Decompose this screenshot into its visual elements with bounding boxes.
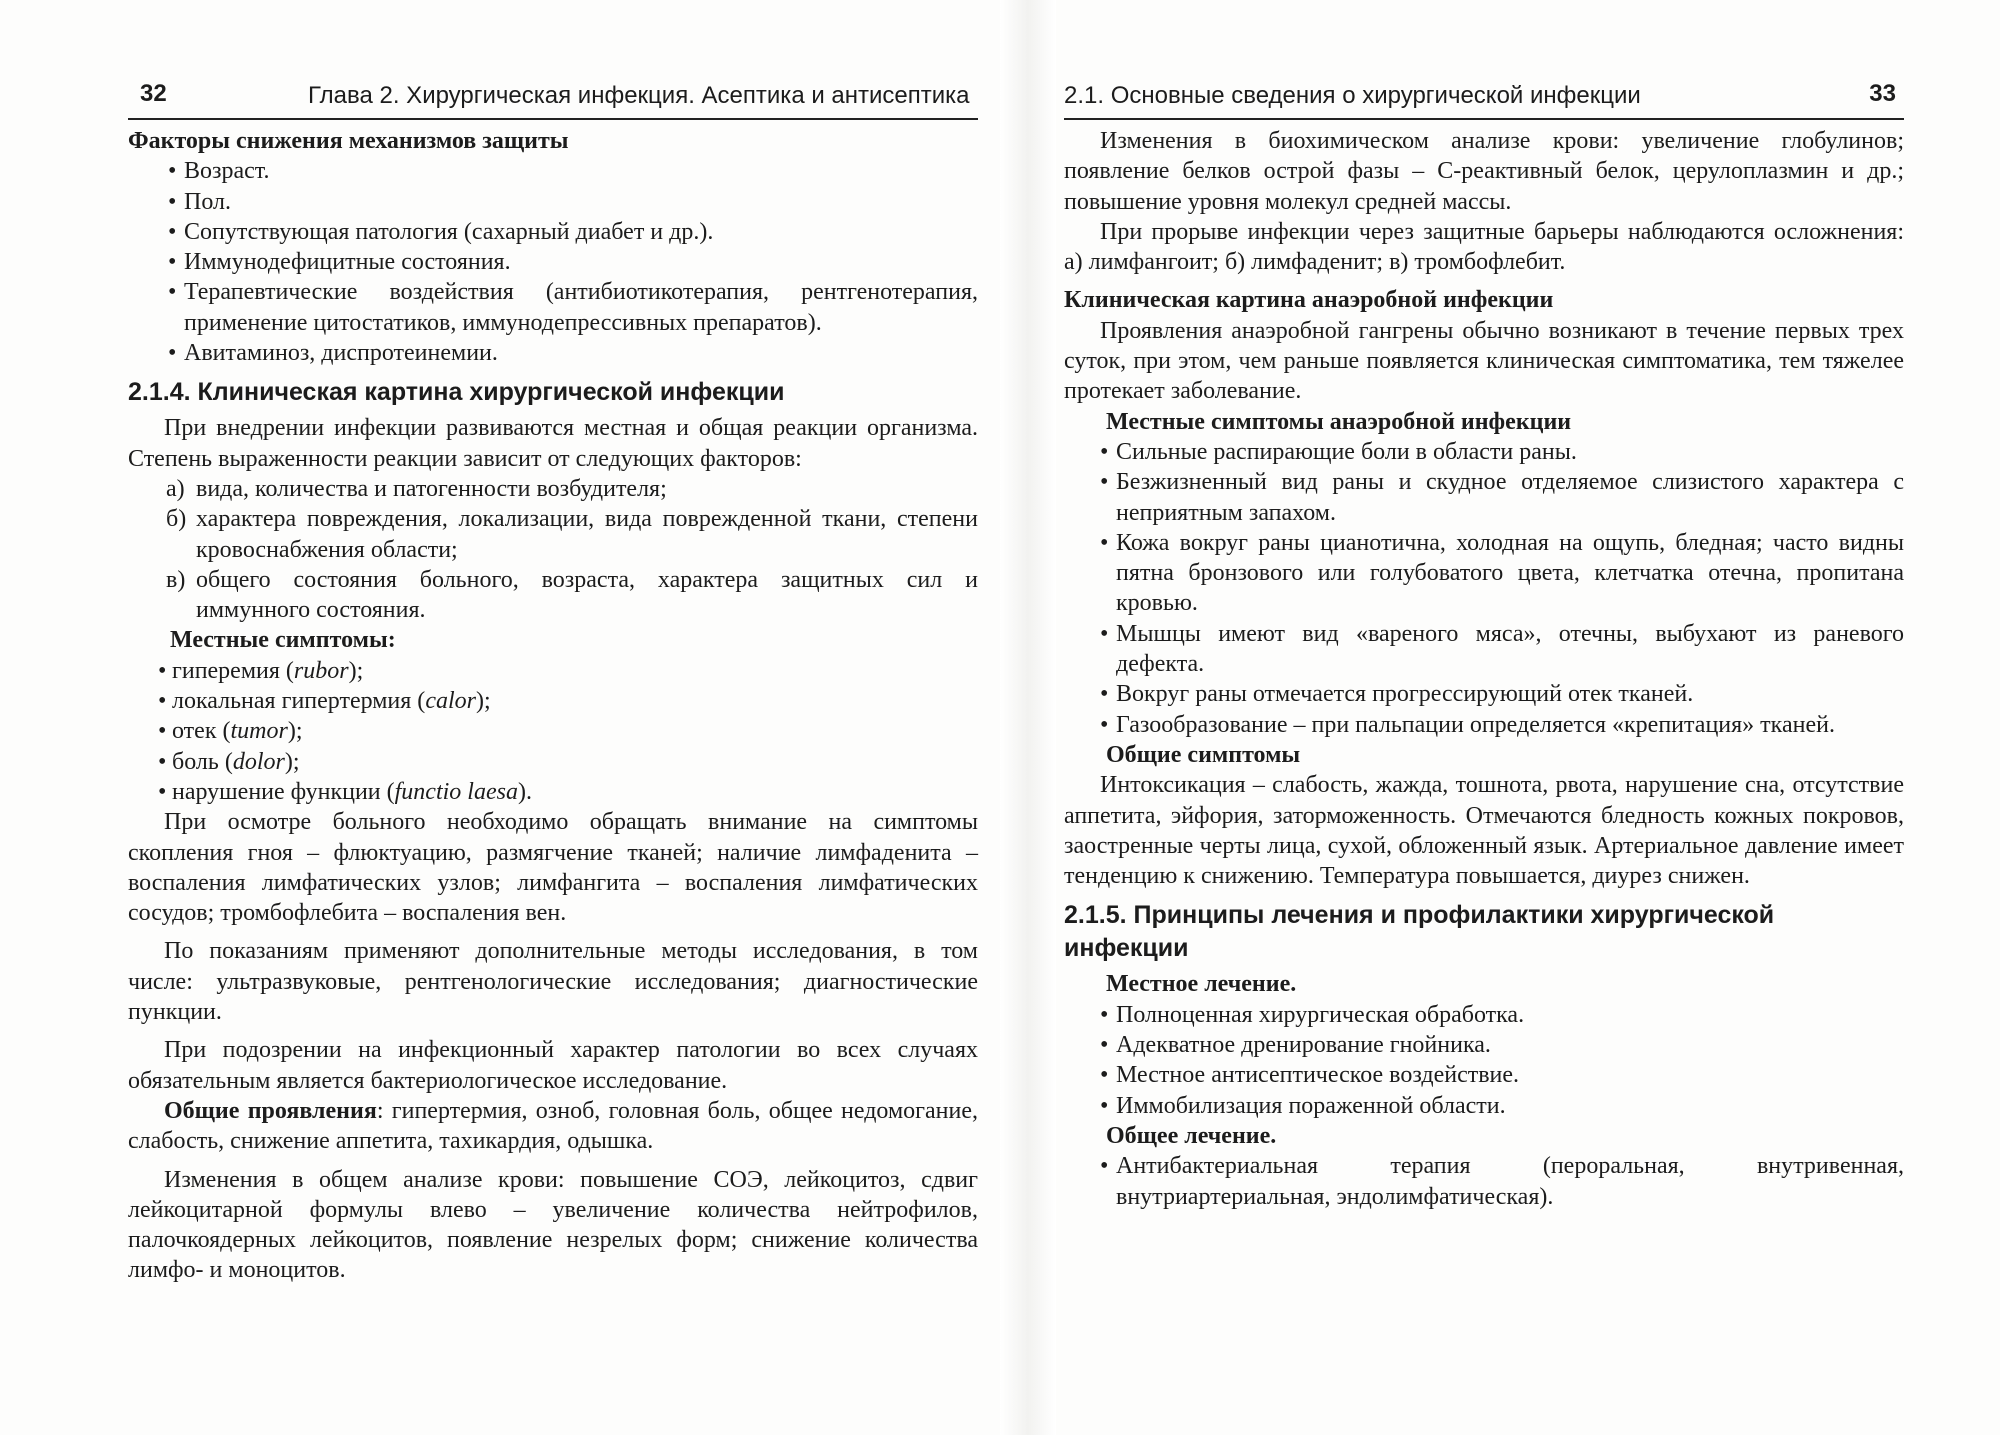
symptom-text: боль ( [172, 748, 233, 775]
anaerobic-local-list [1064, 437, 1904, 740]
latin-term: tumor [230, 718, 288, 745]
list-item: • Сильные распирающие боли в области раны. [1064, 437, 1904, 467]
left-page [128, 78, 978, 1286]
latin-term: dolor [232, 748, 285, 775]
list-text: характера повреждения, локализации, вида поврежденной ткани, степени кровоснабжения области; [196, 506, 978, 563]
list-item: • Кожа вокруг раны цианотична, холодная на ощупь, бледная; часто видны пятна бронзового или голубоватого цвета, клетчатка отечна, пропитана кровью. [1064, 528, 1904, 619]
symptom-punct: ). [517, 778, 532, 805]
list-item: • Местное антисептическое воздействие. [1064, 1060, 1904, 1090]
list-item: • Авитаминоз, диспротеинемии. [128, 338, 978, 368]
latin-term: functio laesa [394, 778, 518, 805]
paragraph: Интоксикация – слабость, жажда, тошнота, рвота, нарушение сна, отсутствие аппетита, эйфория, заторможенность. Отмечаются бледность кожных покровов, заостренные черты лица, сухой, обложенный язык. Артериальное давление имеет тенденцию к снижению. Температура повышается, диурез снижен. [1064, 772, 1904, 890]
symptom-text: локальная гипертермия ( [172, 688, 426, 715]
symptom-punct: ); [287, 718, 303, 745]
list-item: • Сопутствующая патология (сахарный диабет и др.). [128, 217, 978, 247]
local-treatment-heading: Местное лечение. [1106, 971, 1297, 998]
general-text: : гипертермия, озноб, головная боль, общее недомогание, слабость, снижение аппетита, тахикардия, одышка. [128, 1097, 979, 1155]
page-number: 33 [1869, 80, 1896, 107]
local-symptoms-list [128, 656, 978, 807]
list-item: • Антибактериальная терапия (пероральная, внутривенная, внутриартериальная, эндолимфатическая). [1064, 1151, 1904, 1212]
factors-list [128, 156, 978, 368]
list-item: • Безжизненный вид раны и скудное отделяемое слизистого характера с неприятным запахом. [1064, 467, 1904, 528]
list-item [128, 686, 978, 716]
general-treatment-heading: Общее лечение. [1106, 1122, 1277, 1149]
list-text: вида, количества и патогенности возбудителя; [196, 475, 667, 502]
paragraph: По показаниям применяют дополнительные методы исследования, в том числе: ультразвуковые, рентгенологические исследования; диагностические пункции. [128, 938, 978, 1026]
list-item: • Возраст. [128, 156, 978, 186]
paragraph: Изменения в общем анализе крови: повышение СОЭ, лейкоцитоз, сдвиг лейкоцитарной формулы влево – увеличение количества нейтрофилов, палочкоядерных лейкоцитов, появление незрелых форм; снижение количества лимфо- и моноцитов. [128, 1166, 978, 1284]
right-page [1064, 78, 1904, 1212]
general-treatment-list [1064, 1151, 1904, 1212]
list-letter: б) [166, 506, 187, 533]
symptom-punct: ); [475, 688, 491, 715]
list-text: общего состояния больного, возраста, характера защитных сил и иммунного состояния. [196, 566, 978, 624]
section-heading: 2.1.4. Клиническая картина хирургической инфекции [128, 378, 785, 407]
paragraph: Изменения в биохимическом анализе крови: увеличение глобулинов; появление белков острой фазы – С-реактивный белок, церулоплазмин и др.; повышение уровня молекул средней массы. [1064, 128, 1904, 215]
chapter-title: Глава 2. Хирургическая инфекция. Асептика и антисептика [308, 82, 970, 109]
paragraph: При внедрении инфекции развиваются местная и общая реакции организма. Степень выраженности реакции зависит от следующих факторов: [128, 415, 978, 472]
running-head-left [128, 78, 978, 120]
list-item [128, 777, 978, 807]
local-symptoms-heading: Местные симптомы: [170, 627, 396, 654]
factors-heading: Факторы снижения механизмов защиты [128, 128, 569, 154]
symptom-text: нарушение функции ( [172, 778, 395, 805]
paragraph: Проявления анаэробной гангрены обычно возникают в течение первых трех суток, при этом, чем раньше появляется клиническая симптоматика, тем тяжелее протекает заболевание. [1064, 317, 1904, 405]
list-item: • Мышцы имеют вид «вареного мяса», отечны, выбухают из раневого дефекта. [1064, 619, 1904, 680]
list-item: • Иммобилизация пораженной области. [1064, 1091, 1904, 1121]
symptom-text: гиперемия ( [172, 657, 294, 684]
list-letter: а) [166, 475, 185, 502]
right-page-body [1064, 120, 1904, 1212]
list-item [128, 656, 978, 686]
lettered-list [128, 474, 978, 625]
list-item: • Вокруг раны отмечается прогрессирующий отек тканей. [1064, 679, 1904, 709]
list-item: • Полноценная хирургическая обработка. [1064, 1000, 1904, 1030]
running-head-right [1064, 78, 1904, 120]
list-item: • Терапевтические воздействия (антибиотикотерапия, рентгенотерапия, применение цитостатиков, иммунодепрессивных препаратов). [128, 277, 978, 338]
list-item [128, 747, 978, 777]
list-item: • Газообразование – при пальпации определяется «крепитация» тканей. [1064, 710, 1904, 740]
list-item [128, 474, 978, 504]
list-item: • Пол. [128, 187, 978, 217]
list-item [128, 716, 978, 746]
general-label: Общие проявления [164, 1097, 377, 1124]
local-treatment-list [1064, 1000, 1904, 1121]
general-symptoms-heading: Общие симптомы [1106, 741, 1301, 768]
paragraph [128, 1096, 978, 1157]
paragraph: При подозрении на инфекционный характер патологии во всех случаях обязательным является бактериологическое исследование. [128, 1037, 978, 1094]
left-page-body [128, 120, 978, 1286]
list-letter: в) [166, 566, 186, 593]
paragraph: При прорыве инфекции через защитные барьеры наблюдаются осложнения: а) лимфангоит; б) лимфаденит; в) тромбофлебит. [1064, 218, 1904, 276]
latin-term: calor [425, 688, 476, 715]
anaerobic-heading: Клиническая картина анаэробной инфекции [1064, 287, 1554, 314]
section-heading: 2.1.5. Принципы лечения и профилактики хирургической инфекции [1064, 901, 1775, 963]
symptom-punct: ); [348, 657, 364, 684]
latin-term: rubor [293, 657, 349, 684]
symptom-text: отек ( [172, 718, 231, 745]
page-number: 32 [140, 80, 167, 107]
book-gutter [1000, 0, 1056, 1435]
symptom-punct: ); [284, 748, 300, 775]
list-item: • Адекватное дренирование гнойника. [1064, 1030, 1904, 1060]
list-item [128, 565, 978, 626]
section-title: 2.1. Основные сведения о хирургической инфекции [1064, 82, 1641, 109]
list-item: • Иммунодефицитные состояния. [128, 247, 978, 277]
list-item [128, 504, 978, 565]
anaerobic-local-heading: Местные симптомы анаэробной инфекции [1106, 408, 1572, 435]
paragraph: При осмотре больного необходимо обращать внимание на симптомы скопления гноя – флюктуацию, размягчение тканей; наличие лимфаденита – воспаления лимфатических узлов; лимфангита – воспаления лимфатических сосудов; тромбофлебита – воспаления вен. [128, 809, 978, 927]
